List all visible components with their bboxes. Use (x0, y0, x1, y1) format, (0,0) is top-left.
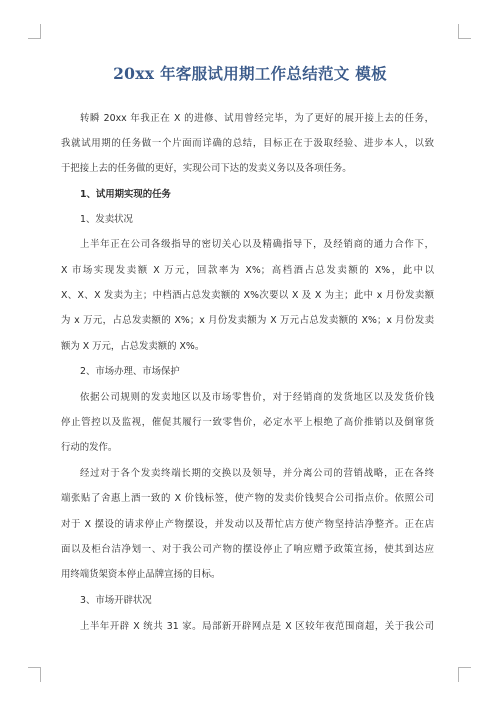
body-line: 端张贴了舍惠上酒一致的 X 价钱标签，使产物的发卖价钱契合公司指点价。依照公司 (61, 493, 434, 504)
body-line: 我就试用期的任务做一个片面而详确的总结，目标正在于汲取经验、进步本人，以致 (61, 138, 434, 149)
body-line: 面以及柜台洁净划一、对于我公司产物的摆设停止了响应赠予政策宣扬，使其到达应 (61, 544, 434, 555)
subsection-heading: 1、发卖状况 (80, 214, 133, 225)
subsection-heading: 2、市场办理、市场保护 (80, 366, 180, 377)
crop-mark-bottom-right (458, 667, 471, 682)
body-line: 行动的发作。 (61, 442, 118, 453)
body-line: 经过对于各个发卖终端长期的交换以及领导，并分离公司的营销战略，正在各终 (80, 468, 434, 479)
body-line: 于把接上去的任务做的更好，实现公司下达的发卖义务以及各项任务。 (61, 163, 352, 174)
body-line: 上半年开辟 X 统共 31 家。局部新开辟网点是 X 区较年夜范围商超，关于我公司 (80, 621, 434, 632)
body-line: 转瞬 20xx 年我正在 X 的进修、试用曾经完毕，为了更好的展开接上去的任务， (80, 113, 434, 124)
crop-mark-top-right (458, 24, 471, 39)
body-line: 用终端货架资本停止品牌宣扬的目标。 (61, 569, 221, 580)
subsection-heading: 3、市场开辟状况 (80, 595, 152, 606)
crop-mark-top-left (28, 24, 41, 39)
document-title: 20xx 年客服试用期工作总结范文 模板 (113, 64, 387, 83)
body-line: X 市场实现发卖额 X 万元，回款率为 X%；高档酒占总发卖额的 X%，此中以 (61, 265, 434, 276)
section-heading: 1、试用期实现的任务 (80, 189, 171, 200)
body-line: 对于 X 摆设的请求停止产物摆设，并发动以及帮忙店方使产物坚持洁净整齐。正在店 (61, 519, 434, 530)
body-line: 上半年正在公司各级指导的密切关心以及精确指导下，及经销商的通力合作下， (80, 239, 434, 250)
body-line: X、X、X 发卖为主；中档酒占总发卖额的 X%次要以 X 及 X 为主；此中 x 月份发卖额 (61, 290, 434, 301)
body-line: 停止管控以及监视，催促其履行一致零售价，必定水平上根绝了高价推销以及倒窜货 (61, 417, 434, 428)
body-line: 依据公司规则的发卖地区以及市场零售价，对于经销商的发货地区以及发货价钱 (80, 392, 434, 403)
body-line: 为 x 万元，占总发卖额的 X%；x 月份发卖额为 X 万元占总发卖额的 X%；x 月份发卖 (61, 315, 434, 326)
crop-mark-bottom-left (28, 667, 41, 682)
body-line: 额为 X 万元，占总发卖额的 X%。 (61, 341, 205, 352)
